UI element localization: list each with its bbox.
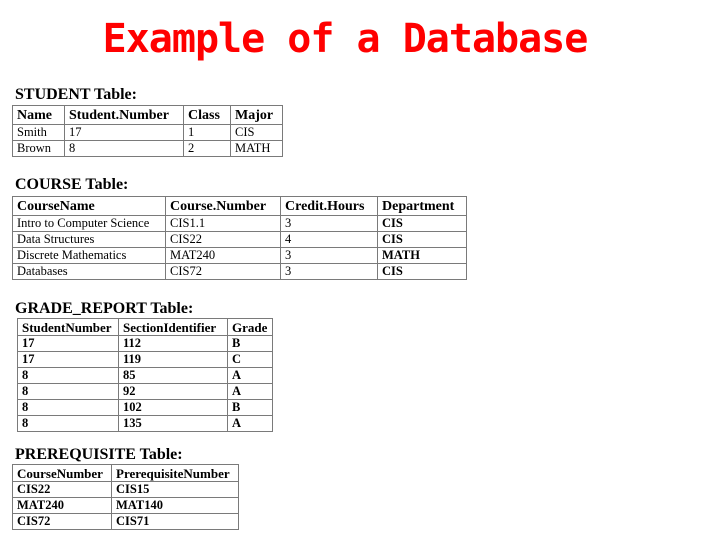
table-row xyxy=(18,368,273,384)
column-header: Student.Number xyxy=(65,106,184,125)
table-cell: A xyxy=(228,368,273,384)
table-row xyxy=(18,416,273,432)
column-header: Name xyxy=(13,106,65,125)
grade-report-table xyxy=(17,318,273,432)
table-cell: CIS22 xyxy=(166,232,281,248)
column-header: Department xyxy=(378,197,467,216)
table-cell: 102 xyxy=(119,400,228,416)
table-cell: 8 xyxy=(65,141,184,157)
table-cell: Data Structures xyxy=(13,232,166,248)
table-cell: 17 xyxy=(18,352,119,368)
table-cell: B xyxy=(228,336,273,352)
table-cell: 3 xyxy=(281,264,378,280)
table-cell: 4 xyxy=(281,232,378,248)
table-cell: Discrete Mathematics xyxy=(13,248,166,264)
column-header: SectionIdentifier xyxy=(119,319,228,336)
table-cell: C xyxy=(228,352,273,368)
student-table-caption: STUDENT Table: xyxy=(15,86,137,103)
table-cell: CIS72 xyxy=(13,514,112,530)
table-cell: CIS1.1 xyxy=(166,216,281,232)
table-cell: Smith xyxy=(13,125,65,141)
table-cell: MAT240 xyxy=(166,248,281,264)
column-header: StudentNumber xyxy=(18,319,119,336)
table-cell: MAT140 xyxy=(112,498,239,514)
prerequisite-table xyxy=(12,464,239,530)
table-cell: CIS xyxy=(231,125,283,141)
table-cell: 3 xyxy=(281,216,378,232)
table-row xyxy=(13,232,467,248)
table-cell: B xyxy=(228,400,273,416)
table-row xyxy=(13,482,239,498)
column-header: CourseName xyxy=(13,197,166,216)
table-row xyxy=(13,514,239,530)
table-cell: 17 xyxy=(65,125,184,141)
table-cell: 135 xyxy=(119,416,228,432)
table-cell: CIS xyxy=(378,264,467,280)
table-cell: 2 xyxy=(184,141,231,157)
column-header: Grade xyxy=(228,319,273,336)
table-row xyxy=(13,248,467,264)
table-row xyxy=(13,498,239,514)
column-header: PrerequisiteNumber xyxy=(112,465,239,482)
column-header: Credit.Hours xyxy=(281,197,378,216)
table-row xyxy=(13,264,467,280)
table-cell: Databases xyxy=(13,264,166,280)
column-header: Class xyxy=(184,106,231,125)
table-row xyxy=(13,216,467,232)
table-cell: 8 xyxy=(18,368,119,384)
table-row xyxy=(13,141,283,157)
table-cell: A xyxy=(228,384,273,400)
table-row xyxy=(18,400,273,416)
table-row xyxy=(18,352,273,368)
table-row xyxy=(13,125,283,141)
slide-title: Example of a Database xyxy=(102,16,588,62)
table-cell: CIS xyxy=(378,232,467,248)
table-header-row xyxy=(13,465,239,482)
table-cell: 85 xyxy=(119,368,228,384)
table-cell: 112 xyxy=(119,336,228,352)
table-header-row xyxy=(18,319,273,336)
grade-report-table-caption: GRADE_REPORT Table: xyxy=(15,300,194,317)
table-cell: 17 xyxy=(18,336,119,352)
table-cell: 3 xyxy=(281,248,378,264)
course-table xyxy=(12,196,467,280)
table-cell: A xyxy=(228,416,273,432)
table-cell: Intro to Computer Science xyxy=(13,216,166,232)
table-cell: 8 xyxy=(18,400,119,416)
table-cell: 92 xyxy=(119,384,228,400)
column-header: Course.Number xyxy=(166,197,281,216)
table-cell: Brown xyxy=(13,141,65,157)
table-cell: 8 xyxy=(18,416,119,432)
table-cell: MATH xyxy=(231,141,283,157)
table-cell: 1 xyxy=(184,125,231,141)
table-cell: 119 xyxy=(119,352,228,368)
column-header: Major xyxy=(231,106,283,125)
table-row xyxy=(18,384,273,400)
table-header-row xyxy=(13,106,283,125)
table-cell: CIS15 xyxy=(112,482,239,498)
table-cell: CIS22 xyxy=(13,482,112,498)
course-table-caption: COURSE Table: xyxy=(15,176,129,193)
table-cell: CIS72 xyxy=(166,264,281,280)
prerequisite-table-caption: PREREQUISITE Table: xyxy=(15,446,183,463)
table-header-row xyxy=(13,197,467,216)
table-cell: MATH xyxy=(378,248,467,264)
table-cell: CIS71 xyxy=(112,514,239,530)
column-header: CourseNumber xyxy=(13,465,112,482)
table-row xyxy=(18,336,273,352)
student-table xyxy=(12,105,283,157)
table-cell: CIS xyxy=(378,216,467,232)
table-cell: MAT240 xyxy=(13,498,112,514)
table-cell: 8 xyxy=(18,384,119,400)
